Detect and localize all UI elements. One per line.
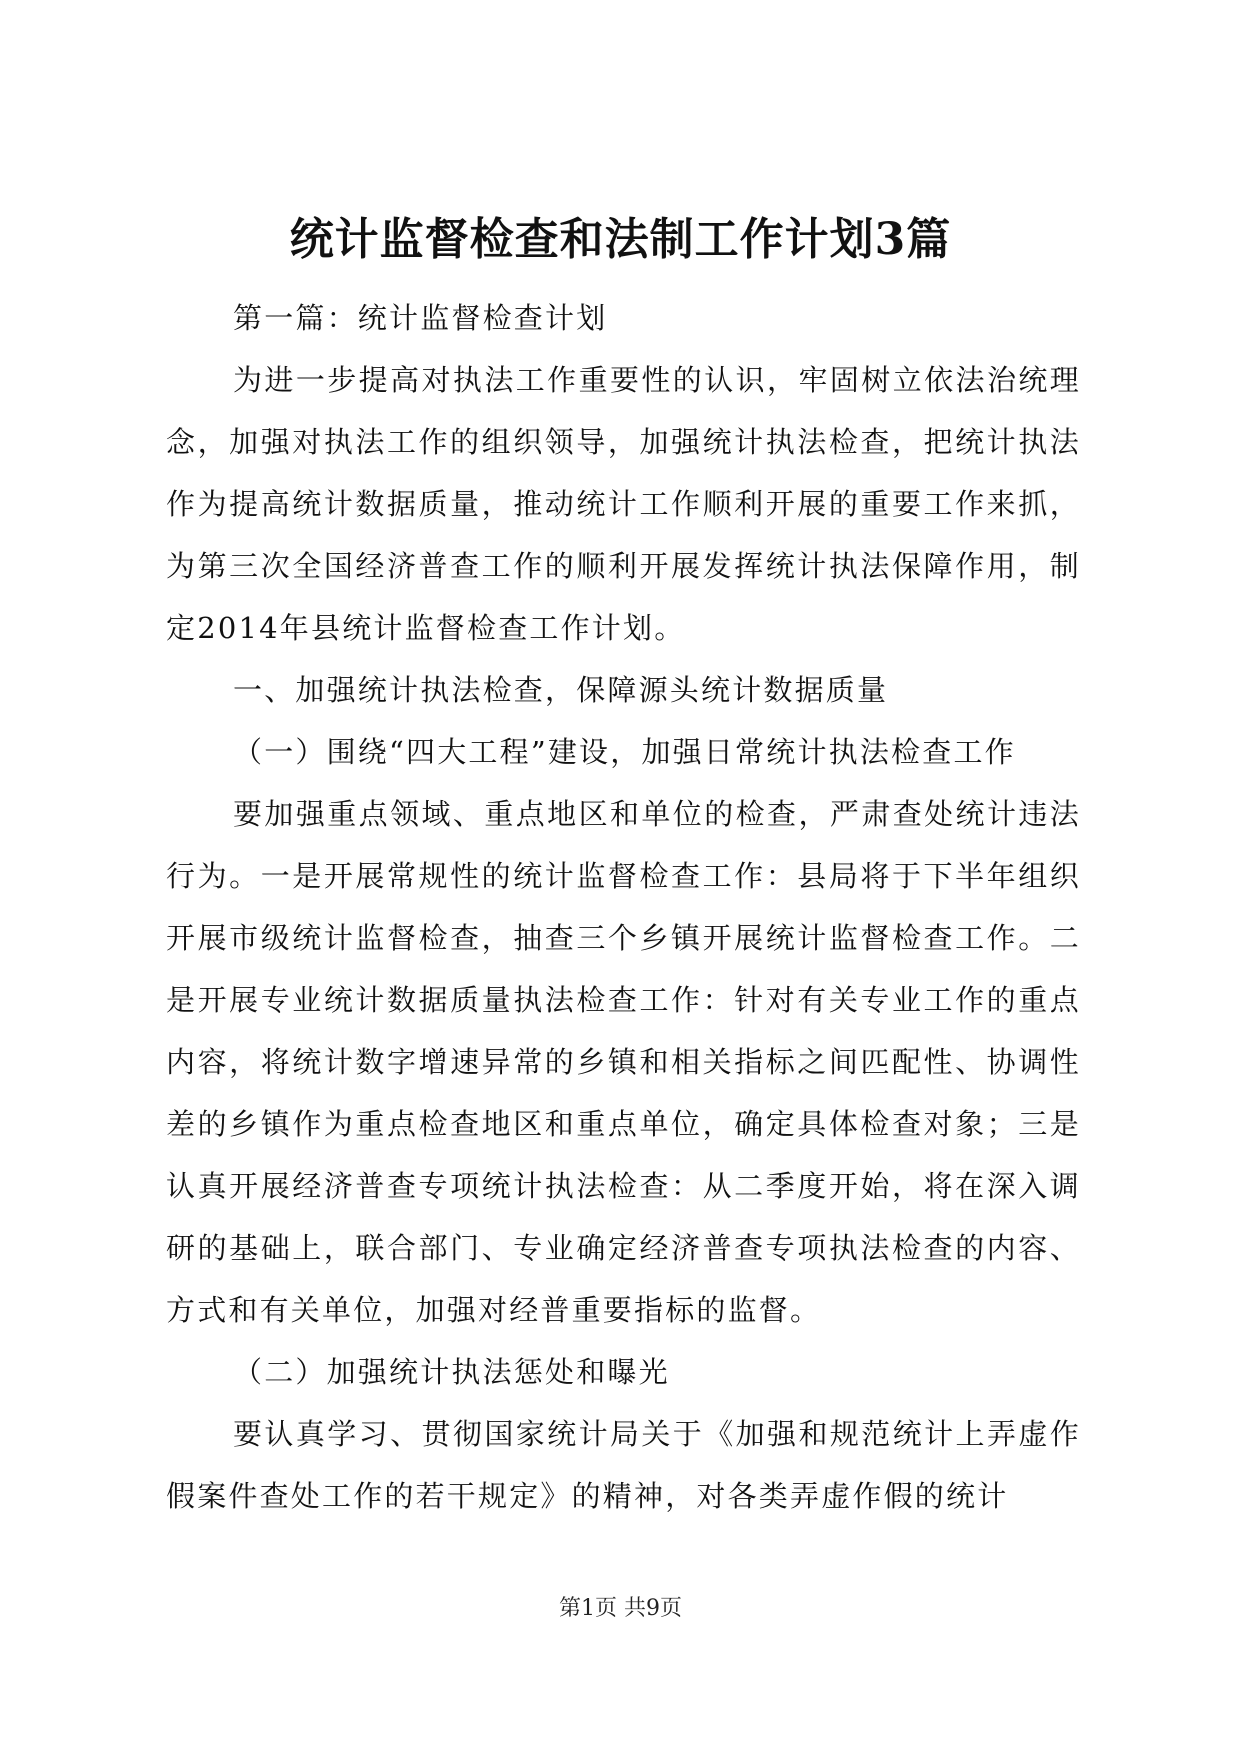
subsection-heading-1: （一）围绕“四大工程”建设，加强日常统计执法检查工作 bbox=[233, 735, 1016, 769]
body-paragraph-1: 要加强重点领域、重点地区和单位的检查，严肃查处统计违法行为。一是开展常规性的统计监督检查工作：县局将于下半年组织开展市级统计监督检查，抽查三个乡镇开展统计监督检查工作。二是开展专业统计数据质量执法检查工作：针对有关专业工作的重点内容，将统计数字增速异常的乡镇和相关指标之间匹配性、协调性差的乡镇作为重点检查地区和重点单位，确定具体检查对象；三是认真开展经济普查专项统计执法检查：从二季度开始，将在深入调研的基础上，联合部门、专业确定经济普查专项执法检查的内容、方式和有关单位，加强对经普重要指标的监督。 bbox=[166, 797, 1081, 1327]
subsection-heading-2: （二）加强统计执法惩处和曝光 bbox=[233, 1355, 670, 1389]
page-number-footer: 第1页 共9页 bbox=[559, 1596, 682, 1621]
intro-paragraph: 为进一步提高对执法工作重要性的认识，牢固树立依法治统理念，加强对执法工作的组织领导，加强统计执法检查，把统计执法作为提高统计数据质量，推动统计工作顺利开展的重要工作来抓，为第三次全国经济普查工作的顺利开展发挥统计执法保障作用，制定2014年县统计监督检查工作计划。 bbox=[166, 363, 1081, 645]
document-title: 统计监督检查和法制工作计划3篇 bbox=[289, 214, 952, 265]
document-body bbox=[166, 287, 1081, 1527]
section-heading-1: 一、加强统计执法检查，保障源头统计数据质量 bbox=[233, 673, 889, 707]
section-heading-part-one: 第一篇：统计监督检查计划 bbox=[233, 301, 608, 335]
body-paragraph-2: 要认真学习、贯彻国家统计局关于《加强和规范统计上弄虚作假案件查处工作的若干规定》的精神，对各类弄虚作假的统计 bbox=[166, 1417, 1081, 1513]
